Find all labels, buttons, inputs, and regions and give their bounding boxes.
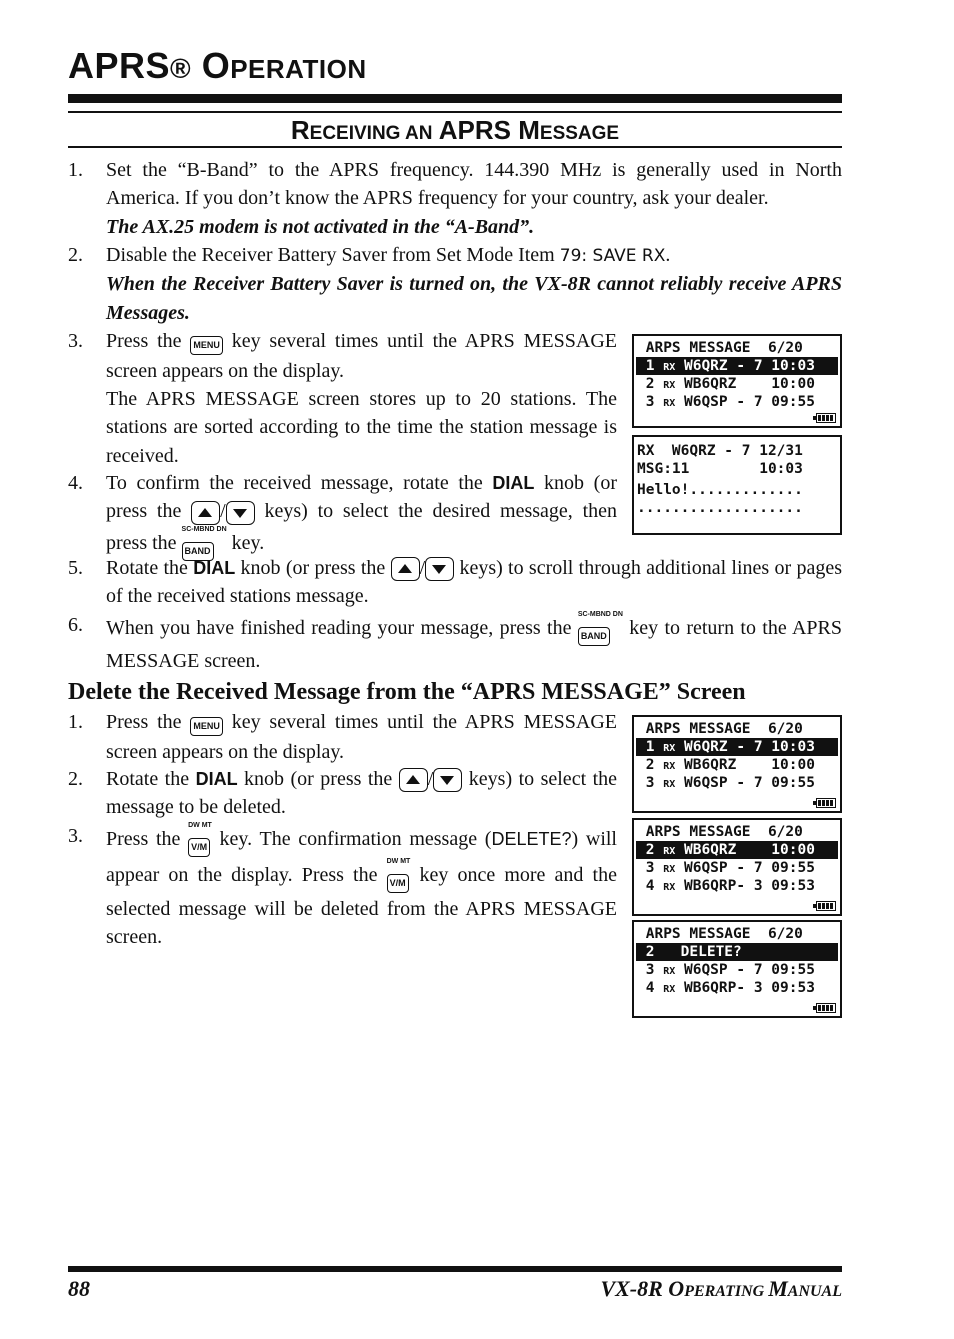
step-5-number: 5. (68, 557, 83, 579)
lcd-selected-row: 2 RX WB6QRZ 10:00 (636, 841, 838, 859)
section-title (68, 114, 842, 150)
up-arrow-key-icon (399, 768, 428, 792)
step-1-text: Set the “B-Band” to the APRS frequency. 144.390 MHz is generally used in North America. If you don’t know the APRS frequency for your country, ask your dealer. The AX.25 modem is not activated in the “A-Band”. (106, 159, 842, 238)
lcd-screen-delete-confirm: ARPS MESSAGE 6/20 2 DELETE? 3 RX W6QSP - 7 09:55 4 RX WB6QRP- 3 09:53 (632, 920, 842, 1018)
footer-rule (68, 1266, 842, 1272)
lcd-delete-confirm-row: 2 DELETE? (636, 943, 838, 961)
header-rule-thick (68, 94, 842, 103)
down-arrow-key-icon (226, 501, 255, 525)
menu-key-icon: MENU (190, 328, 223, 356)
section-rule-bottom (68, 146, 842, 148)
step-6-number: 6. (68, 614, 83, 636)
title-rest: PERATION (230, 54, 367, 84)
down-arrow-key-icon (425, 557, 454, 581)
delete-step-3-text: Press the DW MT V/M key. The confirmation message (DELETE?) will appear on the display. Press the DW MT V/M key once more and the selected message will be deleted from the APRS MESSAGE screen. (106, 822, 617, 949)
set-mode-item: 79: SAVE RX (559, 246, 666, 266)
step-2-text: Disable the Receiver Battery Saver from Set Mode Item 79: SAVE RX. When the Receiver Battery Saver is turned on, the VX-8R cannot reliably receive APRS Messages. (106, 244, 842, 324)
delete-step-3-number: 3. (68, 825, 83, 847)
step-2-number: 2. (68, 244, 83, 266)
up-arrow-key-icon (391, 557, 420, 581)
battery-icon (816, 1003, 836, 1013)
step-2-note: When the Receiver Battery Saver is turned on, the VX-8R cannot reliably receive APRS Messages. (106, 273, 842, 324)
down-arrow-key-icon (433, 768, 462, 792)
lcd-selected-row: 1 RX W6QRZ - 7 10:03 (636, 738, 838, 756)
lcd-screen-delete-next: ARPS MESSAGE 6/20 2 RX WB6QRZ 10:00 3 RX W6QSP - 7 09:55 4 RX WB6QRP- 3 09:53 (632, 818, 842, 916)
step-4-text: To confirm the received message, rotate the DIAL knob (or press the / keys) to select the desired message, then press the SC-MBND DN BAND key. (106, 469, 617, 562)
dial-label: DIAL (492, 473, 535, 493)
title-registered: ® (170, 53, 192, 84)
delete-step-1-number: 1. (68, 711, 83, 733)
menu-key-icon: MENU (190, 709, 223, 737)
band-key-icon: SC-MBND DN BAND (578, 611, 623, 647)
step-5-text: Rotate the DIAL knob (or press the / keys) to scroll through additional lines or pages of the received stations message. (106, 557, 842, 608)
delete-step-2-text: Rotate the DIAL knob (or press the / keys) to select the message to be deleted. (106, 768, 618, 819)
delete-step-1-text: Press the MENU key several times until the APRS MESSAGE screen appears on the display. (106, 711, 617, 763)
title-initial: O (201, 45, 231, 86)
lcd-screen-message-detail: RX W6QRZ - 7 12/31 MSG:11 10:03 Hello!............. ................... (632, 435, 842, 535)
manual-title: VX-8R OPERATING MANUAL (600, 1276, 842, 1301)
section-initial-m: M (518, 115, 540, 145)
section-rest-1: ECEIVING AN (309, 123, 433, 144)
delete-step-2-number: 2. (68, 768, 83, 790)
battery-icon (816, 901, 836, 911)
step-6-text: When you have finished reading your message, press the SC-MBND DN BAND key to return to the APRS MESSAGE screen. (106, 611, 842, 673)
section-aprs: APRS (438, 115, 511, 145)
section-initial-r: R (290, 115, 310, 145)
up-arrow-key-icon (191, 501, 220, 525)
section-rest-2: ESSAGE (539, 123, 620, 144)
lcd-screen-message-list: ARPS MESSAGE 6/20 1 RX W6QRZ - 7 10:03 2 RX WB6QRZ 10:00 3 RX W6QSP - 7 09:55 (632, 334, 842, 428)
band-key-icon: SC-MBND DN BAND (182, 526, 227, 562)
delete-heading: Delete the Received Message from the “APRS MESSAGE” Screen (68, 679, 746, 705)
page-number: 88 (68, 1276, 90, 1301)
step-1-note: The AX.25 modem is not activated in the “A-Band”. (106, 215, 535, 238)
vm-key-icon: DW MT V/M (387, 858, 411, 894)
section-rule-top (68, 111, 842, 113)
dial-label: DIAL (193, 558, 236, 578)
lcd-selected-row: 1 RX W6QRZ - 7 10:03 (636, 357, 838, 375)
title-aprs: APRS (68, 45, 171, 86)
step-3-text: Press the MENU key several times until the APRS MESSAGE screen appears on the display. The APRS MESSAGE screen stores up to 20 stations. The stations are sorted according to the time the station message is received. (106, 330, 617, 467)
vm-key-icon: DW MT V/M (188, 822, 212, 858)
lcd-screen-delete-list: ARPS MESSAGE 6/20 1 RX W6QRZ - 7 10:03 2 RX WB6QRZ 10:00 3 RX W6QSP - 7 09:55 (632, 715, 842, 813)
step-1-number: 1. (68, 159, 83, 181)
delete-confirm-label: DELETE? (491, 828, 572, 849)
page-title (68, 46, 367, 89)
battery-icon (816, 798, 836, 808)
step-3-number: 3. (68, 330, 83, 352)
battery-icon (816, 413, 836, 423)
step-4-number: 4. (68, 472, 83, 494)
dial-label: DIAL (195, 769, 238, 789)
